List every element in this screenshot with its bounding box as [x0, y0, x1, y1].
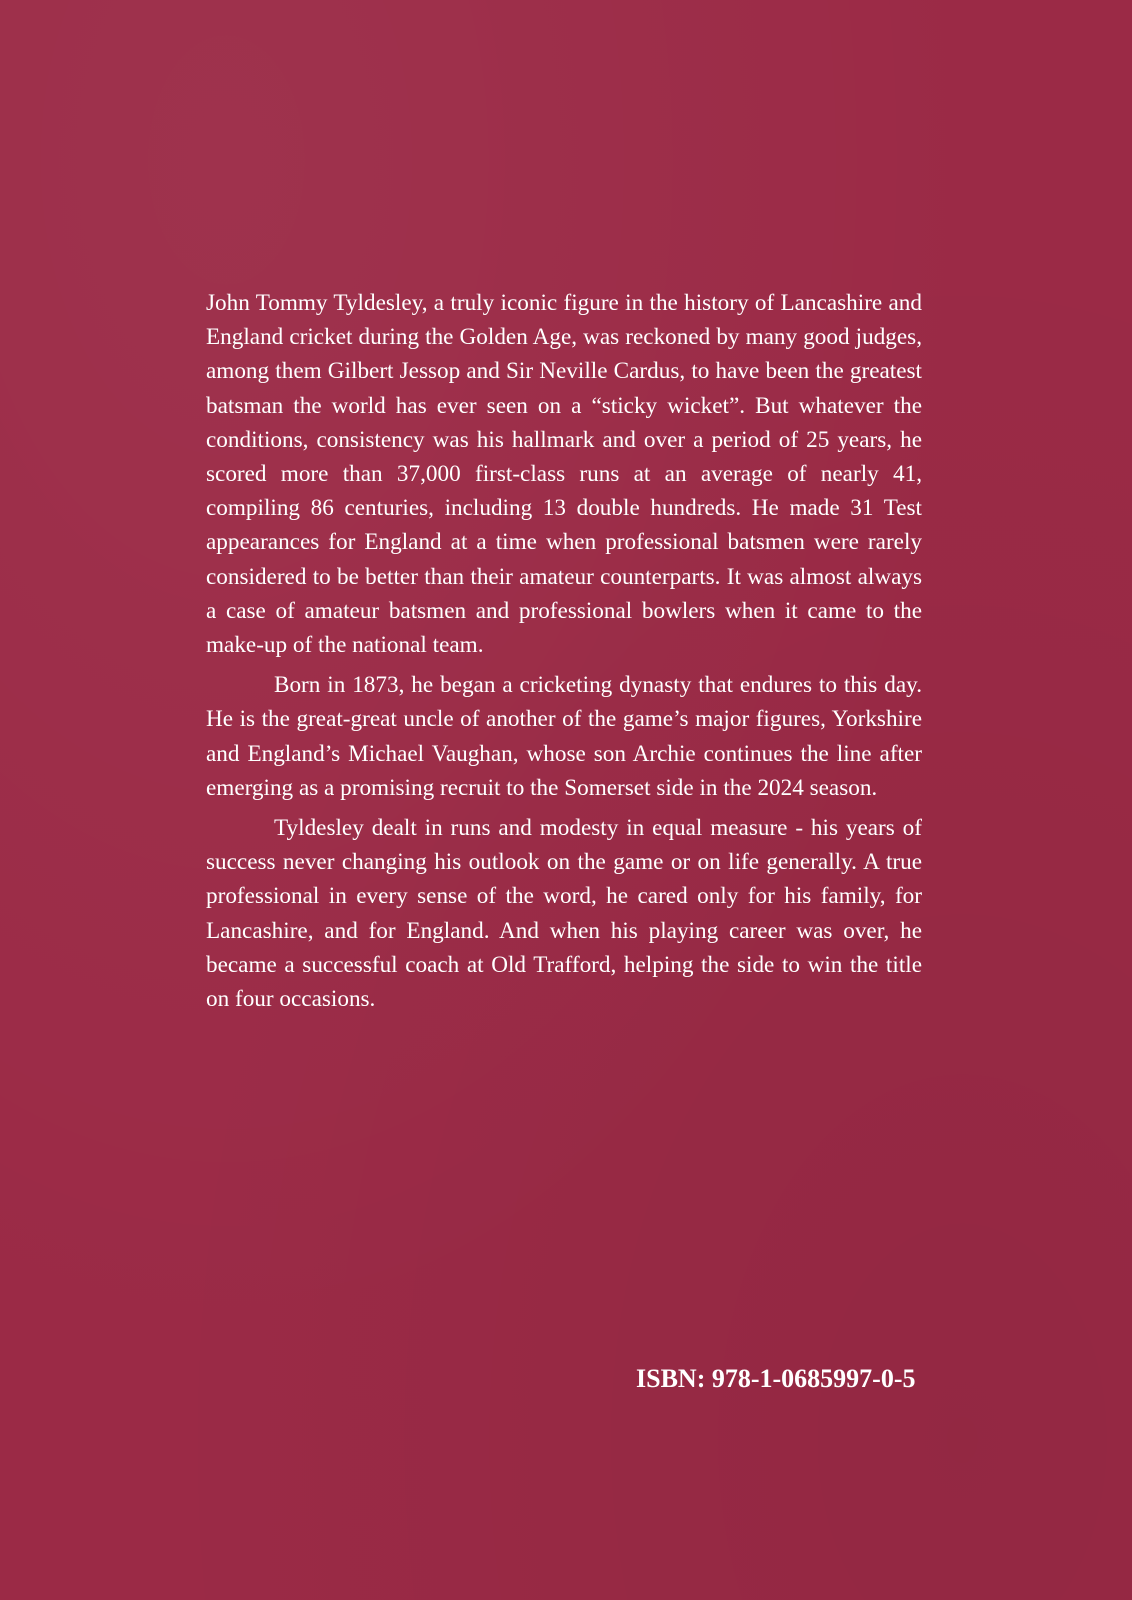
isbn-label: ISBN: 978-1-0685997-0-5	[636, 1364, 916, 1393]
blurb-paragraph: Tyldesley dealt in runs and modesty in equal measure - his years of success never changing his outlook on the game or on life generally. A true professional in every sense of the word, he cared only for his family, for Lancashire, and for England. And when his playing career was over, he became a successful coach at Old Trafford, helping the side to win the title on four occasions.	[206, 815, 922, 1013]
blurb-paragraph: John Tommy Tyldesley, a truly iconic figure in the history of Lancashire and England cricket during the Golden Age, was reckoned by many good judges, among them Gilbert Jessop and Sir Neville Cardus, to have been the greatest batsman the world has ever seen on a “sticky wicket”. But whatever the conditions, consistency was his hallmark and over a period of 25 years, he scored more than 37,000 first-class runs at an average of nearly 41, compiling 86 centuries, including 13 double hundreds. He made 31 Test appearances for England at a time when professional batsmen were rarely considered to be better than their amateur counterparts. It was almost always a case of amateur batsmen and professional bowlers when it came to the make-up of the national team.	[206, 290, 922, 659]
blurb-paragraph: Born in 1873, he began a cricketing dynasty that endures to this day. He is the great-great uncle of another of the game’s major figures, Yorkshire and England’s Michael Vaughan, whose son Archie continues the line after emerging as a promising recruit to the Somerset side in the 2024 season.	[206, 672, 922, 801]
blurb-text	[206, 286, 922, 1016]
